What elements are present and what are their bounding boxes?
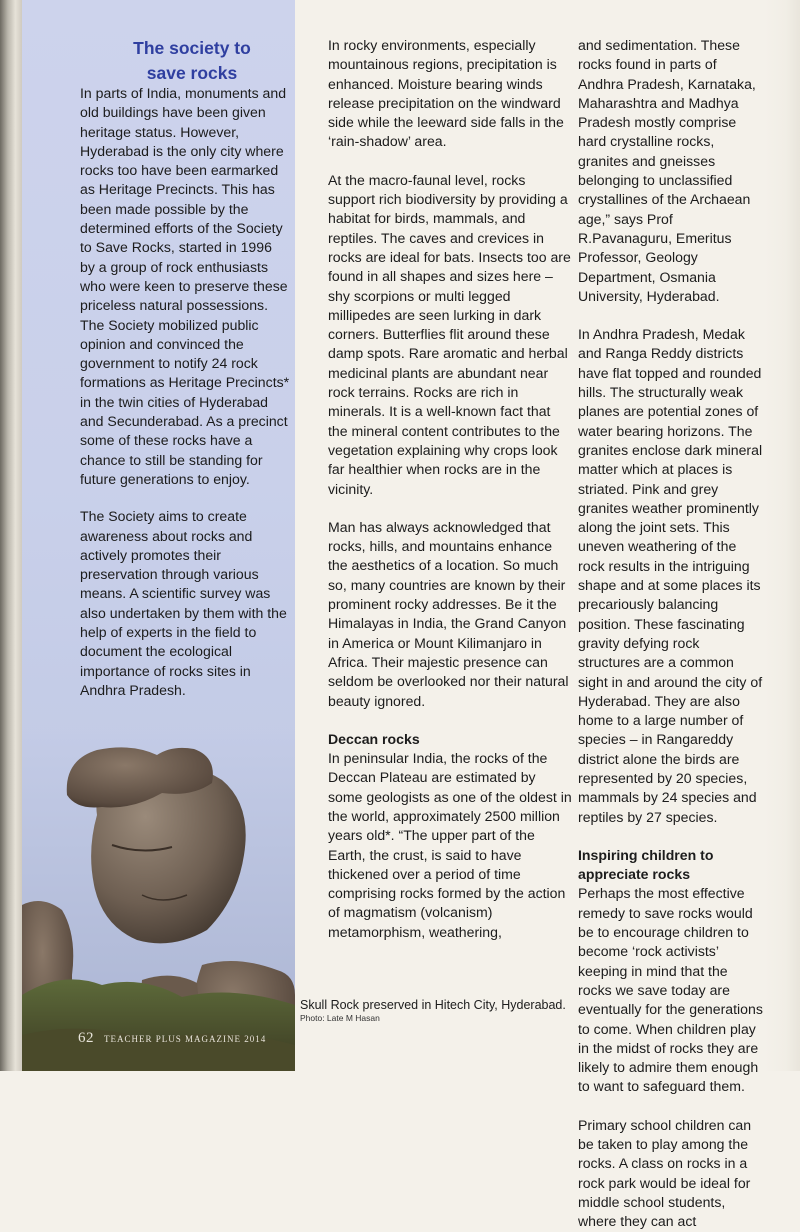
magazine-name: TEACHER PLUS MAGAZINE 2014 bbox=[104, 1034, 267, 1044]
page-number: 62 bbox=[78, 1030, 94, 1046]
photo-credit: Photo: Late M Hasan bbox=[300, 1013, 380, 1023]
sidebar-paragraph: In parts of India, monuments and old buildings have been given heritage status. However, Hyderabad is the only city where rocks too have been earmarked as Heritage Precincts. This has been made possible by the determined efforts of the Society to Save Rocks, started in 1996 by a group of rock enthusiasts who were keen to preserve these priceless natural possessions. The Society mobilized public opinion and convinced the government to notify 24 rock formations as Heritage Precincts* in the twin cities of Hyderabad and Secunderabad. As a precinct some of these rocks have a chance to still be standing for future generations to enjoy. bbox=[80, 85, 290, 487]
sidebar-body bbox=[80, 84, 290, 718]
caption-text: Skull Rock preserved in Hitech City, Hyderabad. bbox=[300, 998, 566, 1012]
column-right bbox=[578, 36, 764, 1230]
page-gutter bbox=[0, 0, 22, 1071]
page-edge-shadow bbox=[764, 0, 800, 1071]
sidebar-box bbox=[22, 0, 295, 1071]
folio bbox=[78, 1030, 266, 1047]
body-paragraph: At the macro-faunal level, rocks support rich biodiversity by providing a habitat for birds, mammals, and reptiles. The caves and crevices in rocks are ideal for bats. Insects too are found in all shapes and sizes here – shy scorpions or multi legged millipedes are seen lurking in dark corners. Butterflies flit around these damp spots. Rare aromatic and herbal medicinal plants are abundant near rock terrains. Rocks are rich in minerals. It is a well-known fact that the mineral content contributes to the vegetation explaining why crops look far healthier when rocks are in the vicinity. bbox=[328, 171, 571, 497]
body-paragraph: and sedimentation. These rocks found in parts of Andhra Pradesh, Karnataka, Maharashtra and Madhya Pradesh mostly comprise hard crystalline rocks, granites and gneisses belonging to unclassified crystallines of the Archaean age,” says Prof R.Pavanaguru, Emeritus Professor, Geology Department, Osmania University, Hyderabad. bbox=[578, 37, 756, 304]
sidebar-title: The society to save rocks bbox=[133, 38, 251, 83]
body-paragraph: Primary school children can be taken to play among the rocks. A class on rocks in a rock park would be ideal for middle school students, where they can act bbox=[578, 1116, 752, 1230]
body-paragraph: In rocky environments, especially mountainous regions, precipitation is enhanced. Moisture bearing winds release precipitation on the windward side while the leeward side falls in the ‘rain-shadow’ area. bbox=[328, 37, 564, 150]
photo-caption bbox=[300, 997, 620, 1024]
body-paragraph: Perhaps the most effective remedy to save rocks would be to encourage children to become ‘rock activists’ keeping in mind that the rocks we save today are eventually for the generations to come. When children play in the midst of rocks they are likely to admire them enough to want to safeguard them. bbox=[578, 885, 763, 1095]
skull-rock-photo bbox=[22, 735, 295, 1071]
body-paragraph: In peninsular India, the rocks of the Deccan Plateau are estimated by some geologists as one of the oldest in the world, approximately 2500 million years old*. “The upper part of the Earth, the crust, is said to have thickened over a period of time comprising rocks formed by the action of magmatism (volcanism) metamorphism, weathering, bbox=[328, 750, 572, 940]
section-heading: Deccan rocks bbox=[328, 730, 420, 747]
column-middle bbox=[328, 36, 572, 986]
body-paragraph: In Andhra Pradesh, Medak and Ranga Reddy districts have flat topped and rounded hills. The structurally weak planes are potential zones of water bearing horizons. The granites enclose dark mineral matter which at places is striated. Pink and grey granites weather prominently along the joint sets. This uneven weathering of the rock results in the intriguing shape and at some places its precariously balancing position. These fascinating gravity defying rock structures are a common sight in and around the city of Hyderabad. They are also home to a large number of species – in Rangareddy district alone the birds are represented by 20 species, mammals by 24 species and reptiles by 27 species. bbox=[578, 326, 763, 825]
body-paragraph: Man has always acknowledged that rocks, hills, and mountains enhance the aesthetics of a location. So much so, many countries are known by their prominent rocky addresses. Be it the Himalayas in India, the Grand Canyon in America or Mount Kilimanjaro in Africa. Their majestic presence can seldom be overlooked nor their natural beauty ignored. bbox=[328, 518, 569, 709]
section-heading: Inspiring children to appreciate rocks bbox=[578, 846, 714, 883]
sidebar-paragraph: The Society aims to create awareness about rocks and actively promotes their preservation through various means. A scientific survey was also undertaken by them with the help of experts in the field to document the ecological importance of rocks sites in Andhra Pradesh. bbox=[80, 508, 287, 698]
